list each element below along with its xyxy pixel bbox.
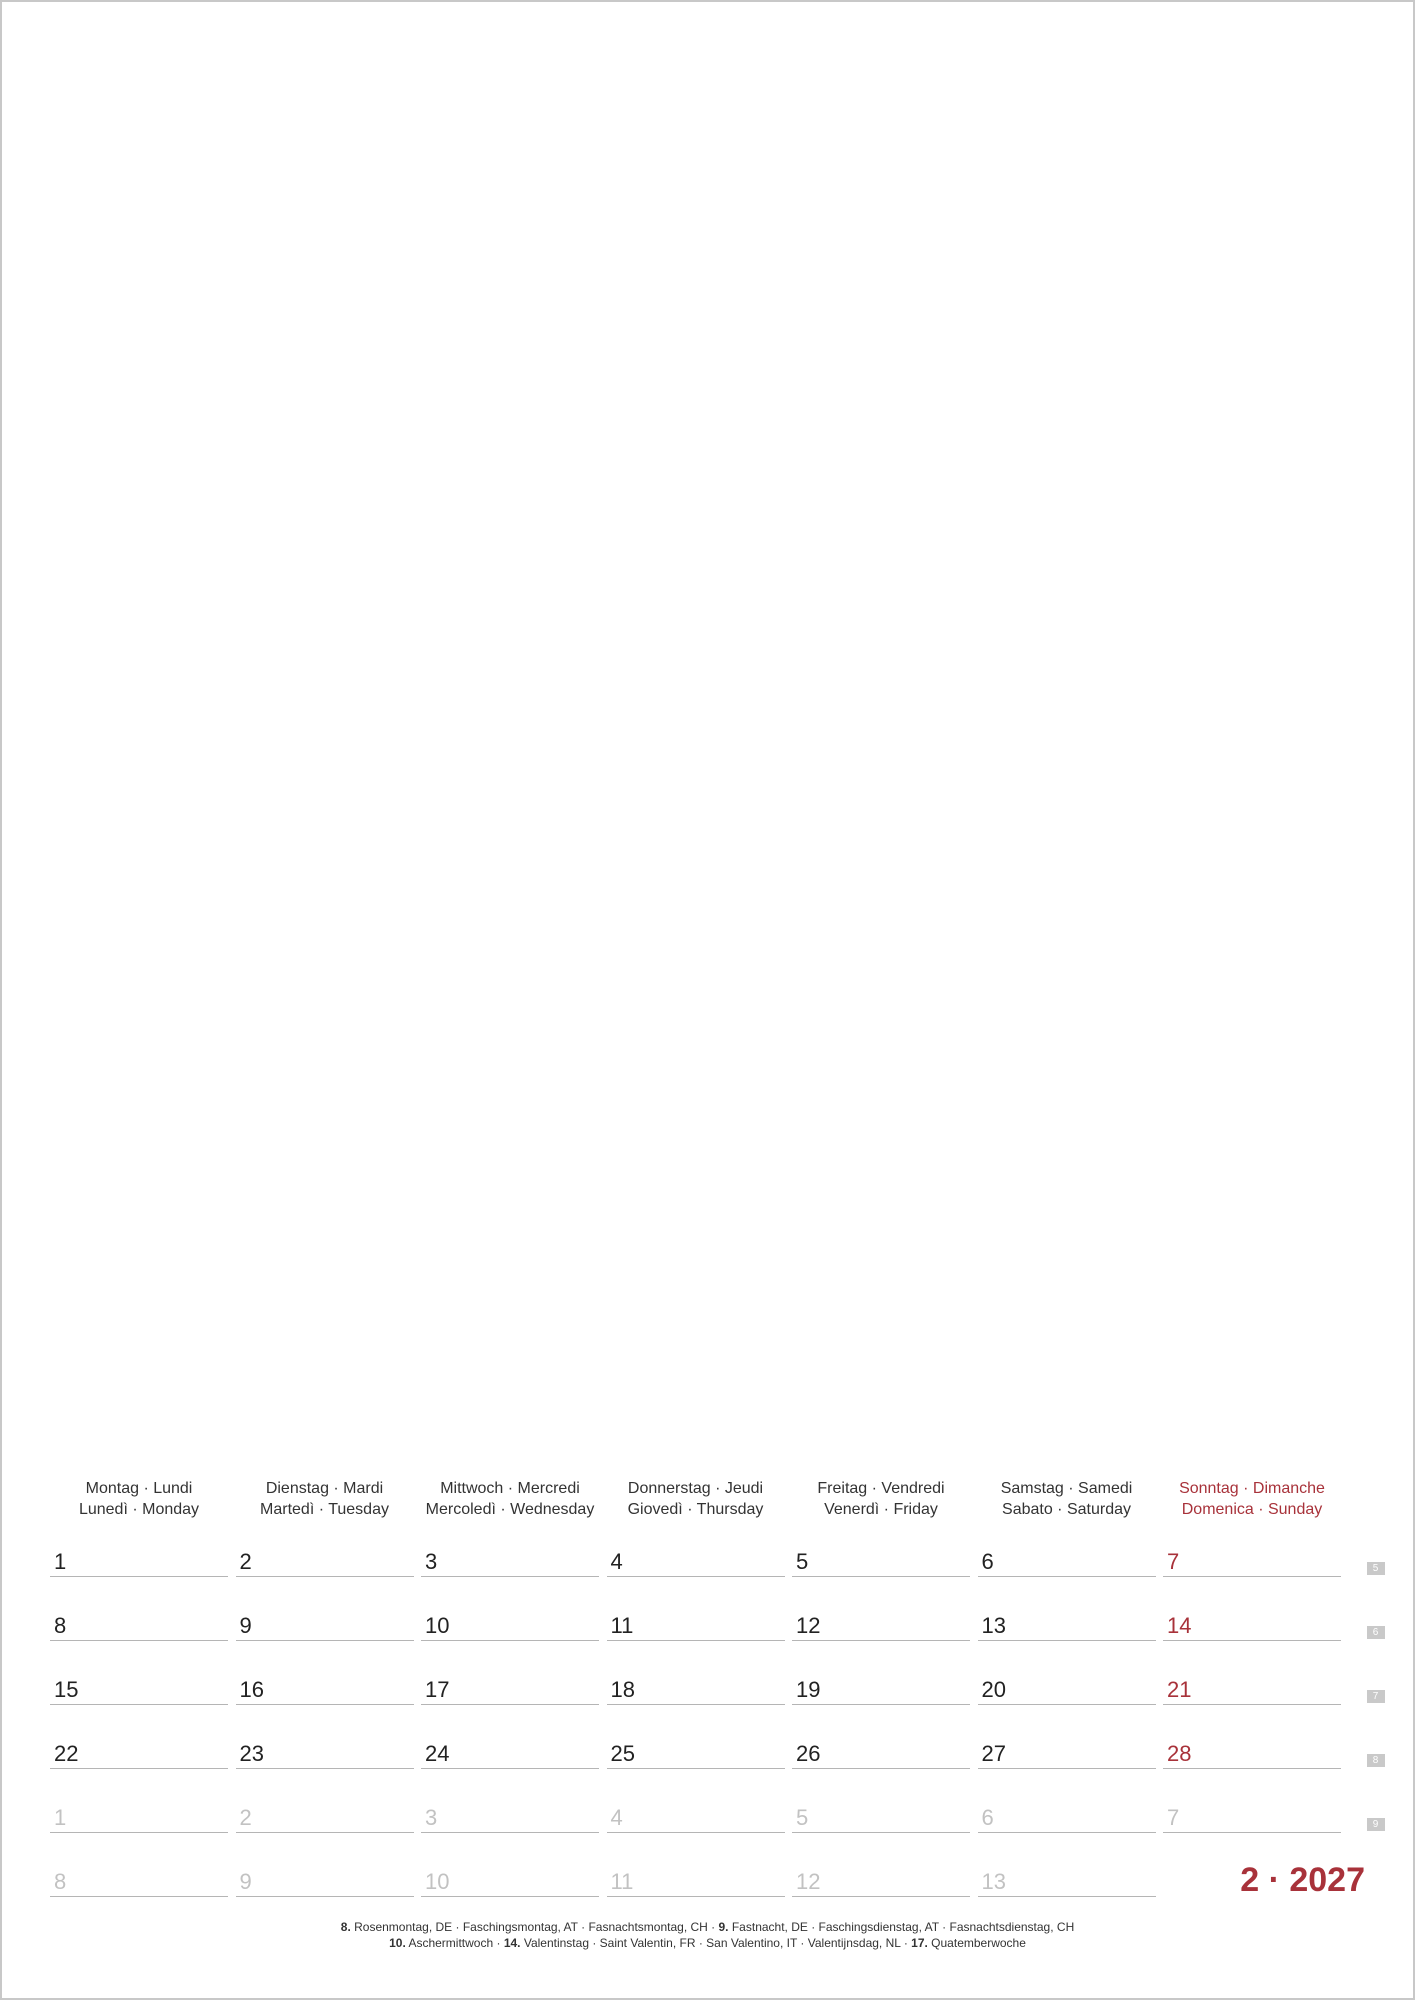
week-number-badge: 5 — [1367, 1562, 1385, 1575]
weekday-label: Giovedì · Thursday — [627, 1501, 764, 1518]
day-cell — [607, 1542, 785, 1577]
day-number: 8 — [54, 1613, 67, 1638]
holiday-date: 8. — [340, 1920, 351, 1934]
day-cell — [50, 1542, 228, 1577]
day-cell — [1163, 1542, 1341, 1577]
day-cell — [978, 1670, 1156, 1705]
day-cell — [236, 1606, 414, 1641]
weekday-label: Sabato · Saturday — [1002, 1501, 1131, 1518]
day-cell — [421, 1862, 599, 1897]
day-cell — [607, 1734, 785, 1769]
day-cell — [792, 1542, 970, 1577]
weekday-label: Martedì · Tuesday — [260, 1501, 389, 1518]
holiday-date: 17. — [911, 1936, 928, 1950]
day-cell — [792, 1862, 970, 1897]
holiday-date: 14. — [503, 1936, 521, 1950]
holiday-text: Quatemberwoche — [927, 1936, 1026, 1950]
weekday-label: Domenica · Sunday — [1181, 1501, 1323, 1518]
holiday-text: Rosenmontag, DE · Faschingsmontag, AT · Fasnachtsmontag, CH · — [350, 1920, 719, 1934]
day-number: 4 — [610, 1805, 623, 1830]
day-number: 12 — [796, 1869, 821, 1894]
day-cell — [50, 1606, 228, 1641]
day-number: 28 — [1167, 1741, 1192, 1766]
day-cell — [421, 1734, 599, 1769]
holidays-line-1 — [2, 1919, 1413, 1935]
day-number: 3 — [425, 1549, 438, 1574]
weekday-header — [603, 1478, 789, 1520]
day-number: 23 — [239, 1741, 264, 1766]
day-number: 8 — [54, 1869, 67, 1894]
week-number-badge: 9 — [1367, 1818, 1385, 1831]
weekday-headers — [50, 1478, 1340, 1528]
day-number: 12 — [796, 1613, 821, 1638]
day-cell — [421, 1670, 599, 1705]
weekday-label: Samstag · Samedi — [1000, 1480, 1133, 1497]
day-number: 13 — [981, 1613, 1006, 1638]
weekday-label: Freitag · Vendredi — [817, 1480, 945, 1497]
weekday-header — [788, 1478, 974, 1520]
day-number: 2 — [239, 1805, 252, 1830]
day-cell — [978, 1734, 1156, 1769]
day-cell — [50, 1862, 228, 1897]
weekday-header — [974, 1478, 1160, 1520]
day-cell — [978, 1542, 1156, 1577]
weekday-label: Montag · Lundi — [85, 1480, 193, 1497]
day-number: 11 — [610, 1869, 634, 1894]
day-cell — [50, 1734, 228, 1769]
day-number: 7 — [1167, 1805, 1180, 1830]
day-cell — [236, 1798, 414, 1833]
day-number: 13 — [981, 1869, 1006, 1894]
day-cell — [792, 1734, 970, 1769]
day-cell — [792, 1670, 970, 1705]
day-cell — [607, 1670, 785, 1705]
day-cell — [421, 1542, 599, 1577]
day-number: 25 — [610, 1741, 635, 1766]
day-cell — [978, 1798, 1156, 1833]
holiday-text: Valentinstag · Saint Valentin, FR · San Valentino, IT · Valentijnsdag, NL · — [520, 1936, 912, 1950]
holiday-text: Fastnacht, DE · Faschingsdienstag, AT · Fasnachtsdienstag, CH — [728, 1920, 1075, 1934]
day-cell — [792, 1606, 970, 1641]
day-number: 11 — [610, 1613, 634, 1638]
weekday-header — [232, 1478, 418, 1520]
day-number: 21 — [1167, 1677, 1192, 1702]
holiday-date: 9. — [718, 1920, 729, 1934]
weekday-header — [46, 1478, 232, 1520]
weekday-label: Lunedì · Monday — [78, 1501, 200, 1518]
day-number: 10 — [425, 1869, 450, 1894]
day-cell — [607, 1862, 785, 1897]
weekday-label: Donnerstag · Jeudi — [627, 1480, 764, 1497]
weekday-label: Venerdì · Friday — [824, 1501, 938, 1518]
week-number-badge: 6 — [1367, 1626, 1385, 1639]
day-cell — [607, 1798, 785, 1833]
day-number: 4 — [610, 1549, 623, 1574]
day-number: 24 — [425, 1741, 450, 1766]
day-number: 6 — [981, 1549, 994, 1574]
day-number: 1 — [54, 1805, 67, 1830]
week-number-badge: 7 — [1367, 1690, 1385, 1703]
day-cell — [607, 1606, 785, 1641]
day-number: 3 — [425, 1805, 438, 1830]
week-number-badge: 8 — [1367, 1754, 1385, 1767]
weekday-label: Mittwoch · Mercredi — [440, 1480, 580, 1497]
day-cell — [1163, 1734, 1341, 1769]
holidays-line-2 — [2, 1935, 1413, 1951]
day-number: 7 — [1167, 1549, 1180, 1574]
day-cell — [1163, 1606, 1341, 1641]
weekday-label: Dienstag · Mardi — [265, 1480, 384, 1497]
month-year-title: 2 · 2027 — [1240, 1861, 1365, 1899]
holiday-date: 10. — [389, 1936, 406, 1950]
day-number: 9 — [239, 1613, 252, 1638]
day-cell — [236, 1862, 414, 1897]
weekday-header — [1159, 1478, 1345, 1520]
calendar-grid — [50, 1542, 1379, 1902]
day-cell — [421, 1606, 599, 1641]
day-number: 15 — [54, 1677, 79, 1702]
day-number: 18 — [610, 1677, 635, 1702]
day-cell — [236, 1670, 414, 1705]
day-number: 26 — [796, 1741, 821, 1766]
day-cell — [978, 1862, 1156, 1897]
day-cell — [50, 1798, 228, 1833]
day-cell — [421, 1798, 599, 1833]
day-number: 2 — [239, 1549, 252, 1574]
day-number: 27 — [981, 1741, 1006, 1766]
day-number: 5 — [796, 1549, 809, 1574]
day-cell — [1163, 1798, 1341, 1833]
day-cell — [236, 1734, 414, 1769]
day-number: 5 — [796, 1805, 809, 1830]
day-cell — [1163, 1670, 1341, 1705]
holiday-text: Aschermittwoch · — [405, 1936, 504, 1950]
day-cell — [978, 1606, 1156, 1641]
day-number: 10 — [425, 1613, 450, 1638]
day-number: 16 — [239, 1677, 264, 1702]
weekday-header — [417, 1478, 603, 1520]
day-cell — [50, 1670, 228, 1705]
day-number: 22 — [54, 1741, 79, 1766]
weekday-label: Sonntag · Dimanche — [1179, 1480, 1325, 1497]
day-number: 1 — [54, 1549, 67, 1574]
holidays-footer — [2, 1919, 1413, 1951]
day-number: 14 — [1167, 1613, 1192, 1638]
day-number: 19 — [796, 1677, 821, 1702]
weekday-label: Mercoledì · Wednesday — [425, 1501, 595, 1518]
day-cell — [236, 1542, 414, 1577]
day-number: 20 — [981, 1677, 1006, 1702]
day-cell — [792, 1798, 970, 1833]
day-number: 9 — [239, 1869, 252, 1894]
day-number: 17 — [425, 1677, 450, 1702]
day-number: 6 — [981, 1805, 994, 1830]
